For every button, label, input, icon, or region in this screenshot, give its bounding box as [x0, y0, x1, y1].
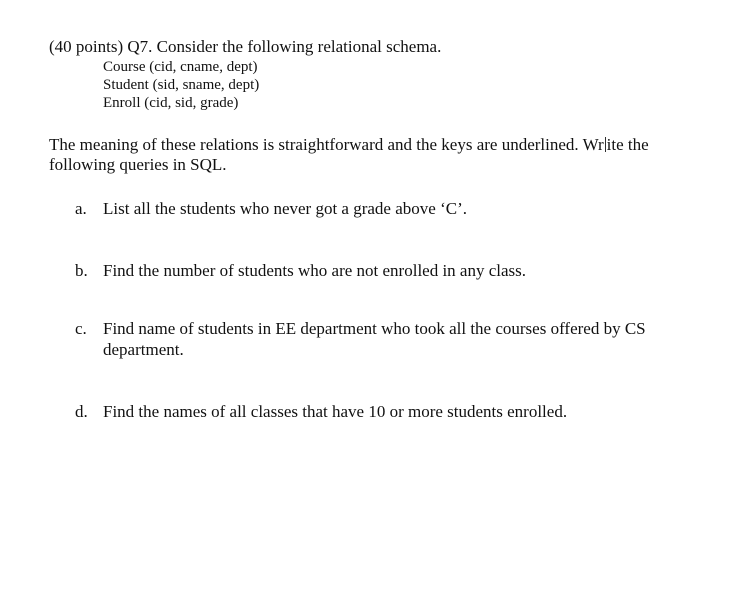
relational-schema — [103, 58, 259, 112]
question-letter-b: b. — [75, 261, 88, 280]
question-text-b: Find the number of students who are not enrolled in any class. — [103, 261, 527, 280]
text-cursor — [605, 137, 606, 152]
question-text-a: List all the students who never got a grade above ‘C’. — [103, 199, 467, 218]
schema-course: Course (cid, cname, dept) — [103, 59, 258, 75]
question-heading: (40 points) Q7. Consider the following relational schema. — [49, 37, 442, 56]
question-text-c: Find name of students in EE department who took all the courses offered by CS department. — [103, 319, 646, 359]
instructions-paragraph — [49, 135, 699, 175]
instructions-text-end: ite the following queries in SQL. — [49, 135, 649, 174]
question-letter-a: a. — [75, 199, 87, 218]
question-text-d: Find the names of all classes that have 10 or more students enrolled. — [103, 402, 568, 421]
question-letter-d: d. — [75, 402, 88, 421]
schema-student: Student (sid, sname, dept) — [103, 77, 260, 93]
schema-enroll: Enroll (cid, sid, grade) — [103, 95, 239, 111]
question-letter-c: c. — [75, 319, 87, 338]
instructions-text-start: The meaning of these relations is straightforward and the keys are underlined. Wr — [49, 135, 604, 154]
